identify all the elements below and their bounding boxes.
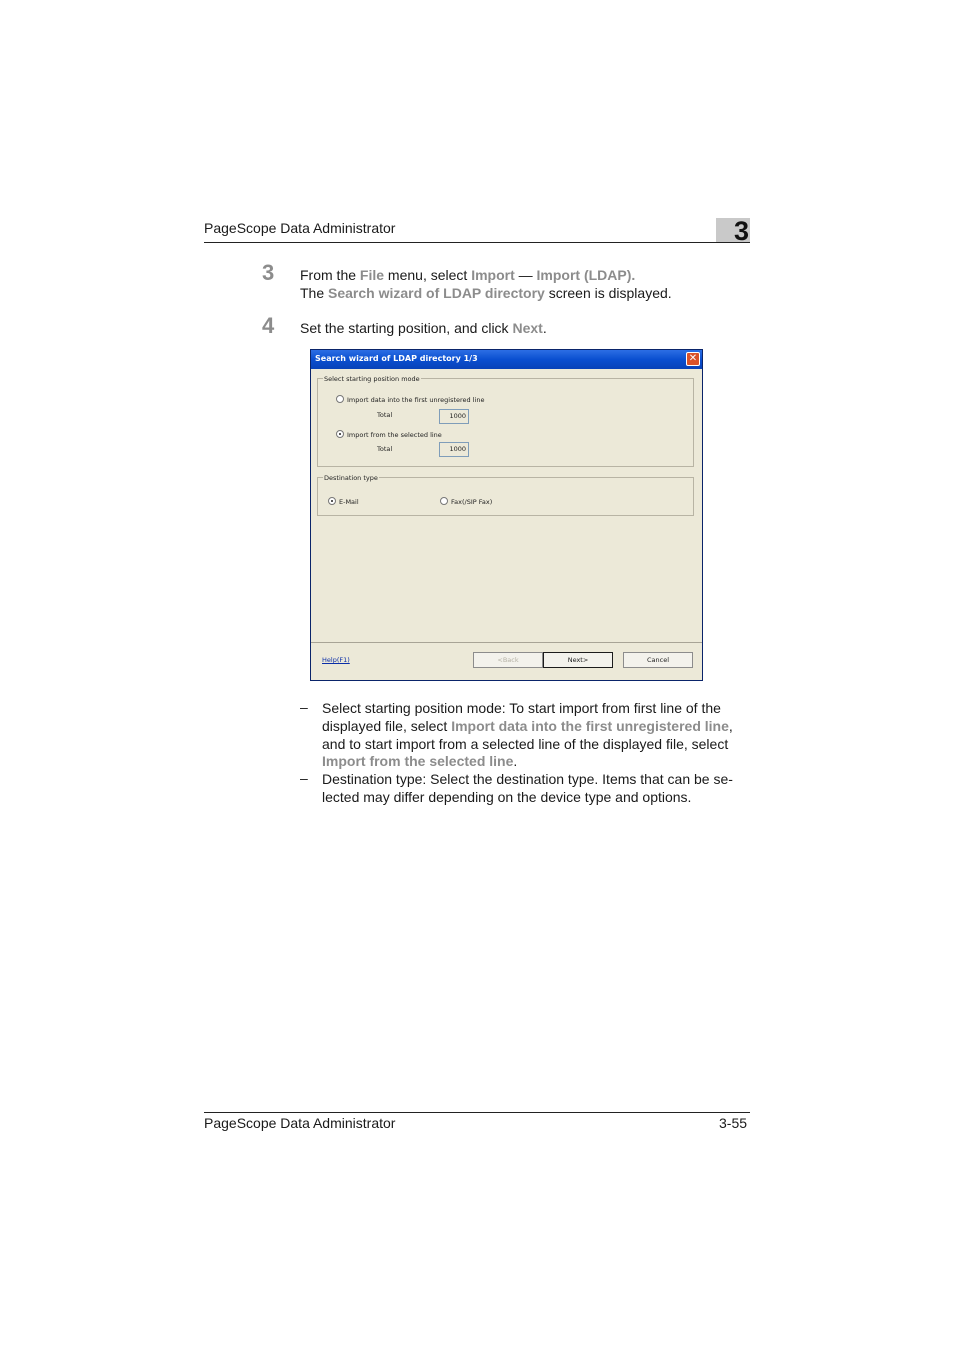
radio-label: Import data into the first unregistered line bbox=[347, 396, 485, 404]
ui-term-import-first-unregistered: Import data into the first unregistered line bbox=[451, 718, 729, 734]
help-link[interactable]: Help(F1) bbox=[322, 656, 350, 664]
dialog-titlebar bbox=[311, 350, 702, 369]
radio-button-selected-icon[interactable] bbox=[328, 497, 336, 505]
bullet-dash-2: – bbox=[300, 770, 308, 786]
ui-term-file: File bbox=[359, 267, 385, 283]
bullet1-line2 bbox=[322, 717, 733, 735]
destination-type-group-label: Destination type bbox=[324, 474, 378, 482]
radio-button-icon[interactable] bbox=[440, 497, 448, 505]
total-label-2: Total bbox=[377, 445, 393, 453]
radio-button-selected-icon[interactable] bbox=[336, 430, 344, 438]
chapter-number: 3 bbox=[733, 216, 749, 246]
text: . bbox=[542, 320, 547, 336]
total-label-1: Total bbox=[377, 411, 393, 419]
next-button[interactable]: Next> bbox=[543, 652, 613, 668]
step3-line2 bbox=[300, 284, 672, 302]
bullet1-line1: Select starting position mode: To start import from first line of the bbox=[322, 700, 721, 716]
ui-term-import-ldap: Import (LDAP). bbox=[536, 267, 636, 283]
bullet2-line1: Destination type: Select the destination type. Items that can be se- bbox=[322, 771, 733, 787]
step-number-4: 4 bbox=[262, 313, 275, 338]
bullet-dash-1: – bbox=[300, 699, 308, 715]
bullet2-line2: lected may differ depending on the device type and options. bbox=[322, 789, 692, 805]
dialog-footer-separator bbox=[311, 642, 702, 643]
step-number-3: 3 bbox=[262, 260, 275, 285]
text: Set the starting position, and click bbox=[300, 320, 513, 336]
radio-fax[interactable] bbox=[440, 497, 492, 506]
text: The bbox=[300, 285, 329, 301]
starting-position-group-label: Select starting position mode bbox=[324, 375, 420, 383]
footer-rule bbox=[204, 1112, 750, 1113]
text: . bbox=[513, 753, 518, 769]
radio-label: E-Mail bbox=[339, 498, 359, 506]
destination-type-group bbox=[317, 477, 694, 516]
total-field-2[interactable]: 1000 bbox=[439, 442, 469, 457]
search-wizard-dialog bbox=[310, 349, 703, 681]
running-footer-title: PageScope Data Administrator bbox=[204, 1115, 396, 1131]
text: displayed file, select bbox=[322, 718, 452, 734]
step3-line1 bbox=[300, 266, 635, 284]
cancel-button[interactable]: Cancel bbox=[623, 652, 693, 668]
bullet1-line3: and to start import from a selected line of the displayed file, select bbox=[322, 736, 729, 752]
starting-position-group bbox=[317, 378, 694, 467]
ui-term-next: Next bbox=[512, 320, 543, 336]
text: screen is displayed. bbox=[544, 285, 672, 301]
radio-first-unregistered-line[interactable] bbox=[336, 395, 484, 404]
bullet1-line4 bbox=[322, 752, 517, 770]
back-button[interactable]: <Back bbox=[473, 652, 543, 668]
header-rule bbox=[204, 242, 750, 243]
radio-label: Import from the selected line bbox=[347, 431, 442, 439]
text: — bbox=[514, 267, 537, 283]
ui-term-search-wizard: Search wizard of LDAP directory bbox=[328, 285, 545, 301]
radio-label: Fax(/SIP Fax) bbox=[451, 498, 493, 506]
radio-button-icon[interactable] bbox=[336, 395, 344, 403]
page-number: 3-55 bbox=[719, 1115, 748, 1131]
ui-term-import-selected-line: Import from the selected line bbox=[322, 753, 514, 769]
total-field-1[interactable]: 1000 bbox=[439, 409, 469, 424]
step4-line bbox=[300, 319, 547, 337]
close-icon[interactable]: ✕ bbox=[686, 352, 700, 366]
ui-term-import: Import bbox=[471, 267, 515, 283]
dialog-title: Search wizard of LDAP directory 1/3 bbox=[315, 354, 478, 363]
running-header-title: PageScope Data Administrator bbox=[204, 220, 396, 236]
text: From the bbox=[300, 267, 360, 283]
text: , bbox=[728, 718, 733, 734]
chapter-badge bbox=[716, 216, 750, 246]
radio-email[interactable] bbox=[328, 497, 359, 506]
radio-selected-line[interactable] bbox=[336, 430, 442, 439]
text: menu, select bbox=[384, 267, 472, 283]
